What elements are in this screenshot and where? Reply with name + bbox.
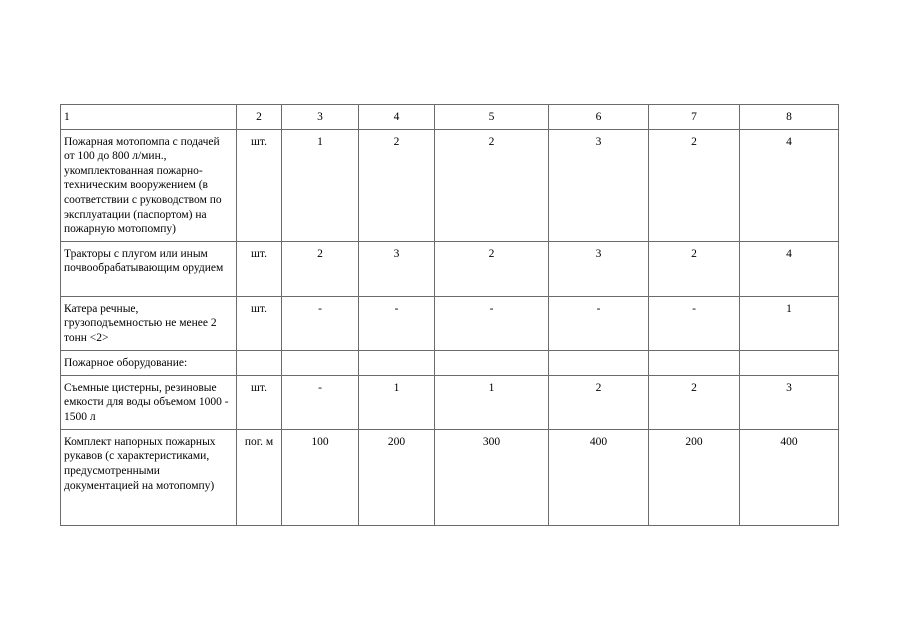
value-cell: 1 <box>282 129 359 241</box>
unit-cell: шт. <box>237 129 282 241</box>
value-cell <box>359 350 435 375</box>
value-cell: - <box>282 375 359 429</box>
column-number-cell: 6 <box>549 105 649 130</box>
item-name-cell: Съемные цистерны, резиновые емкости для воды объемом 1000 - 1500 л <box>61 375 237 429</box>
value-cell: 3 <box>549 129 649 241</box>
column-number-cell: 1 <box>61 105 237 130</box>
value-cell: 1 <box>435 375 549 429</box>
value-cell: 2 <box>649 129 740 241</box>
column-number-cell: 8 <box>740 105 839 130</box>
value-cell: 1 <box>359 375 435 429</box>
table-row <box>61 241 839 296</box>
value-cell: 3 <box>359 241 435 296</box>
item-name-cell: Пожарная мотопомпа с подачей от 100 до 800 л/мин., укомплектованная пожарно-техническим вооружением (в соответствии с руководством по эксплуатации (паспортом) на пожарную мотопомпу) <box>61 129 237 241</box>
value-cell: 2 <box>435 241 549 296</box>
value-cell <box>740 350 839 375</box>
unit-cell <box>237 350 282 375</box>
value-cell: - <box>649 296 740 350</box>
value-cell: 2 <box>282 241 359 296</box>
value-cell: 400 <box>549 429 649 525</box>
item-name-cell: Тракторы с плугом или иным почвообрабатывающим орудием <box>61 241 237 296</box>
unit-cell: пог. м <box>237 429 282 525</box>
value-cell: 400 <box>740 429 839 525</box>
unit-cell: шт. <box>237 375 282 429</box>
section-heading-cell: Пожарное оборудование: <box>61 350 237 375</box>
value-cell: 3 <box>740 375 839 429</box>
unit-cell: шт. <box>237 241 282 296</box>
value-cell: 4 <box>740 241 839 296</box>
equipment-table <box>60 104 839 526</box>
unit-cell: шт. <box>237 296 282 350</box>
value-cell <box>282 350 359 375</box>
value-cell: 2 <box>549 375 649 429</box>
value-cell: 1 <box>740 296 839 350</box>
column-number-cell: 4 <box>359 105 435 130</box>
value-cell: - <box>435 296 549 350</box>
column-number-row <box>61 105 839 130</box>
value-cell: 2 <box>649 375 740 429</box>
column-number-cell: 5 <box>435 105 549 130</box>
value-cell: 2 <box>359 129 435 241</box>
item-name-cell: Катера речные, грузоподъемностью не менее 2 тонн <2> <box>61 296 237 350</box>
table-row <box>61 350 839 375</box>
value-cell <box>435 350 549 375</box>
column-number-cell: 7 <box>649 105 740 130</box>
table-row <box>61 429 839 525</box>
value-cell: 2 <box>649 241 740 296</box>
value-cell <box>549 350 649 375</box>
value-cell: 2 <box>435 129 549 241</box>
value-cell: 200 <box>359 429 435 525</box>
value-cell: 100 <box>282 429 359 525</box>
value-cell: - <box>359 296 435 350</box>
item-name-cell: Комплект напорных пожарных рукавов (с характеристиками, предусмотренными документацией на мотопомпу) <box>61 429 237 525</box>
table-row <box>61 129 839 241</box>
value-cell: 200 <box>649 429 740 525</box>
value-cell: - <box>549 296 649 350</box>
value-cell: 3 <box>549 241 649 296</box>
column-number-cell: 3 <box>282 105 359 130</box>
value-cell: 300 <box>435 429 549 525</box>
value-cell: - <box>282 296 359 350</box>
value-cell: 4 <box>740 129 839 241</box>
table-row <box>61 375 839 429</box>
value-cell <box>649 350 740 375</box>
table-row <box>61 296 839 350</box>
column-number-cell: 2 <box>237 105 282 130</box>
